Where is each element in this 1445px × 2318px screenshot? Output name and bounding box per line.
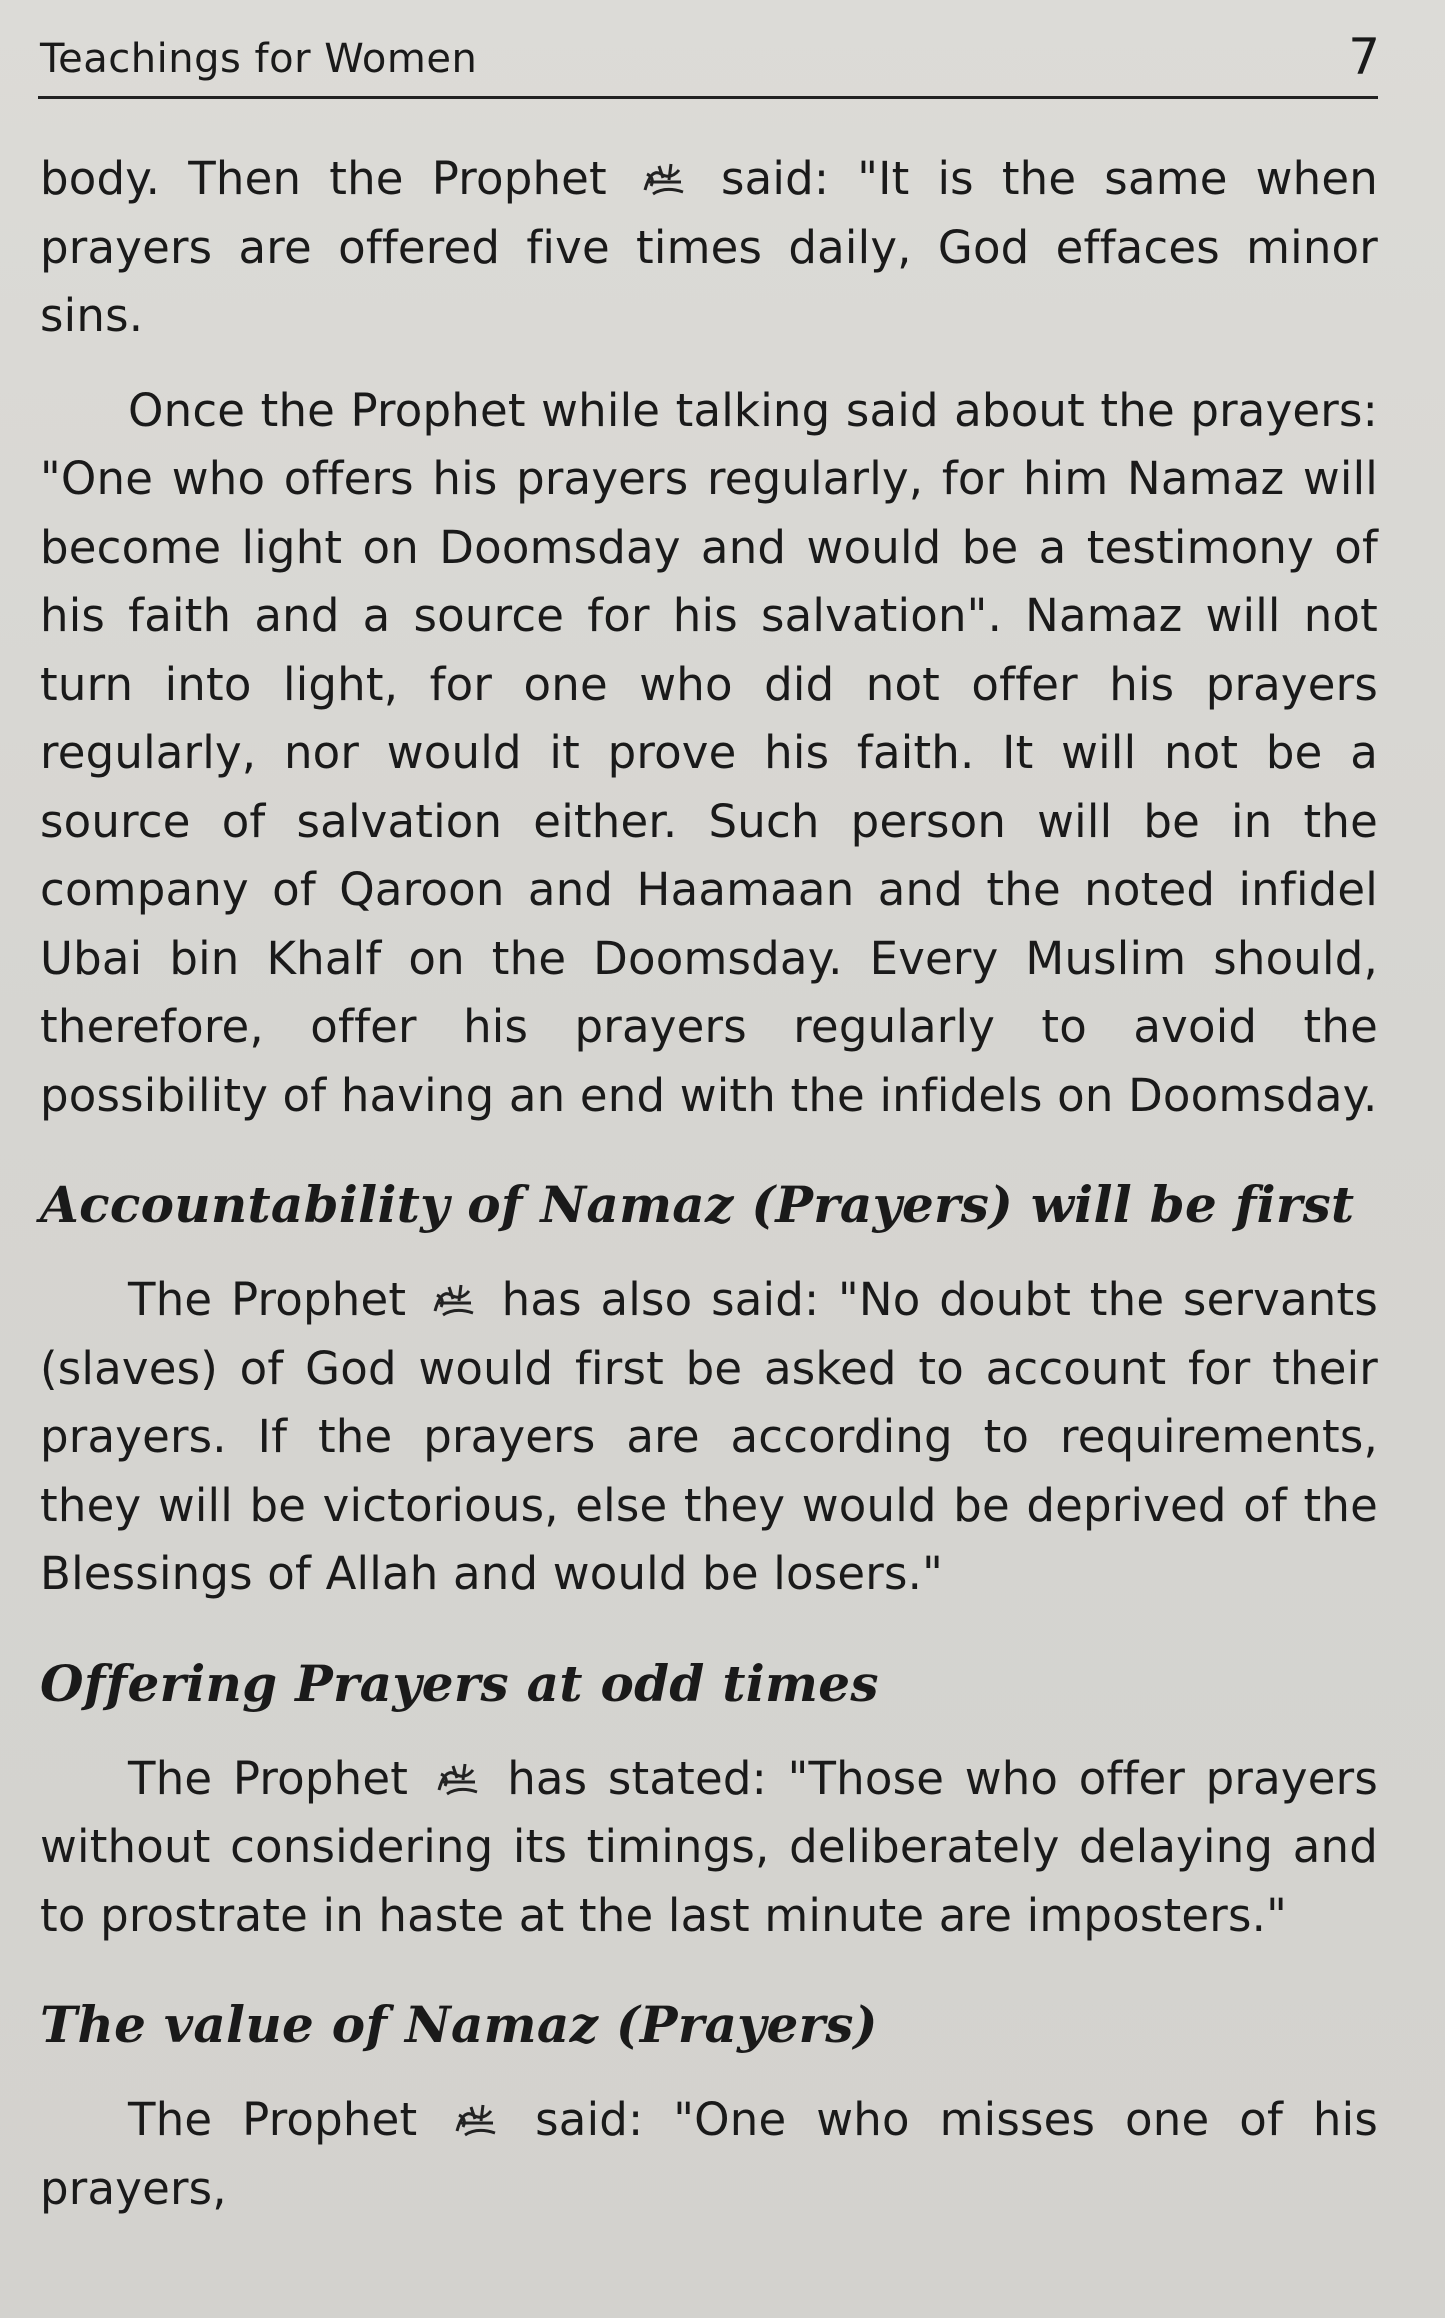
body-text: [40, 145, 1378, 2223]
section-heading-odd-times: Offering Prayers at odd times: [40, 1653, 879, 1713]
paragraph-4-start: The Prophet: [128, 1751, 409, 1805]
page-number: 7: [1348, 28, 1380, 86]
salutation-calligraphy-icon: [641, 160, 687, 200]
salutation-calligraphy-icon: [435, 1760, 481, 1800]
paragraph-3: [40, 1266, 1378, 1609]
salutation-calligraphy-icon: [431, 1281, 477, 1321]
running-title: Teachings for Women: [40, 36, 478, 82]
paragraph-2: Once the Prophet while talking said about the prayers: "One who offers his prayers regularly, for him Namaz will become light on Doomsday and would be a testimony of his faith and a source for his salvation". Namaz will not turn into light, for one who did not offer his prayers regularly, nor would it prove his faith. It will not be a source of salvation either. Such person will be in the company of Qaroon and Haamaan and the noted infidel Ubai bin Khalf on the Doomsday. Every Muslim should, therefore, offer his prayers regularly to avoid the possibility of having an end with the infidels on Doomsday.: [40, 383, 1378, 1122]
paragraph-1-start: body. Then the Prophet: [40, 152, 607, 205]
section-heading-accountability: Accountability of Namaz (Prayers) will be first: [40, 1175, 1355, 1234]
paragraph-5-rest: said: "One who misses one of his prayers,: [40, 2093, 1378, 2215]
paragraph-1-rest: said: "It is the same when prayers are offered five times daily, God effaces minor sins.: [40, 152, 1378, 342]
paragraph-3-rest: has also said: "No doubt the servants (slaves) of God would first be asked to account for their prayers. If the prayers are according to requirements, they will be victorious, else they would be deprived of the Blessings of Allah and would be losers.": [40, 1273, 1378, 1600]
running-header: [40, 28, 1380, 98]
paragraph-4-rest: has stated: "Those who offer prayers without considering its timings, deliberately delaying and to prostrate in haste at the last minute are imposters.": [40, 1751, 1378, 1942]
salutation-calligraphy-icon: [453, 2101, 499, 2141]
section-heading-value: The value of Namaz (Prayers): [40, 1995, 878, 2054]
header-rule: [38, 96, 1378, 99]
paragraph-4: [40, 1745, 1378, 1951]
paragraph-1: [40, 145, 1378, 351]
paragraph-5: [40, 2086, 1378, 2223]
paragraph-5-start: The Prophet: [128, 2093, 418, 2146]
paragraph-3-start: The Prophet: [128, 1273, 407, 1326]
